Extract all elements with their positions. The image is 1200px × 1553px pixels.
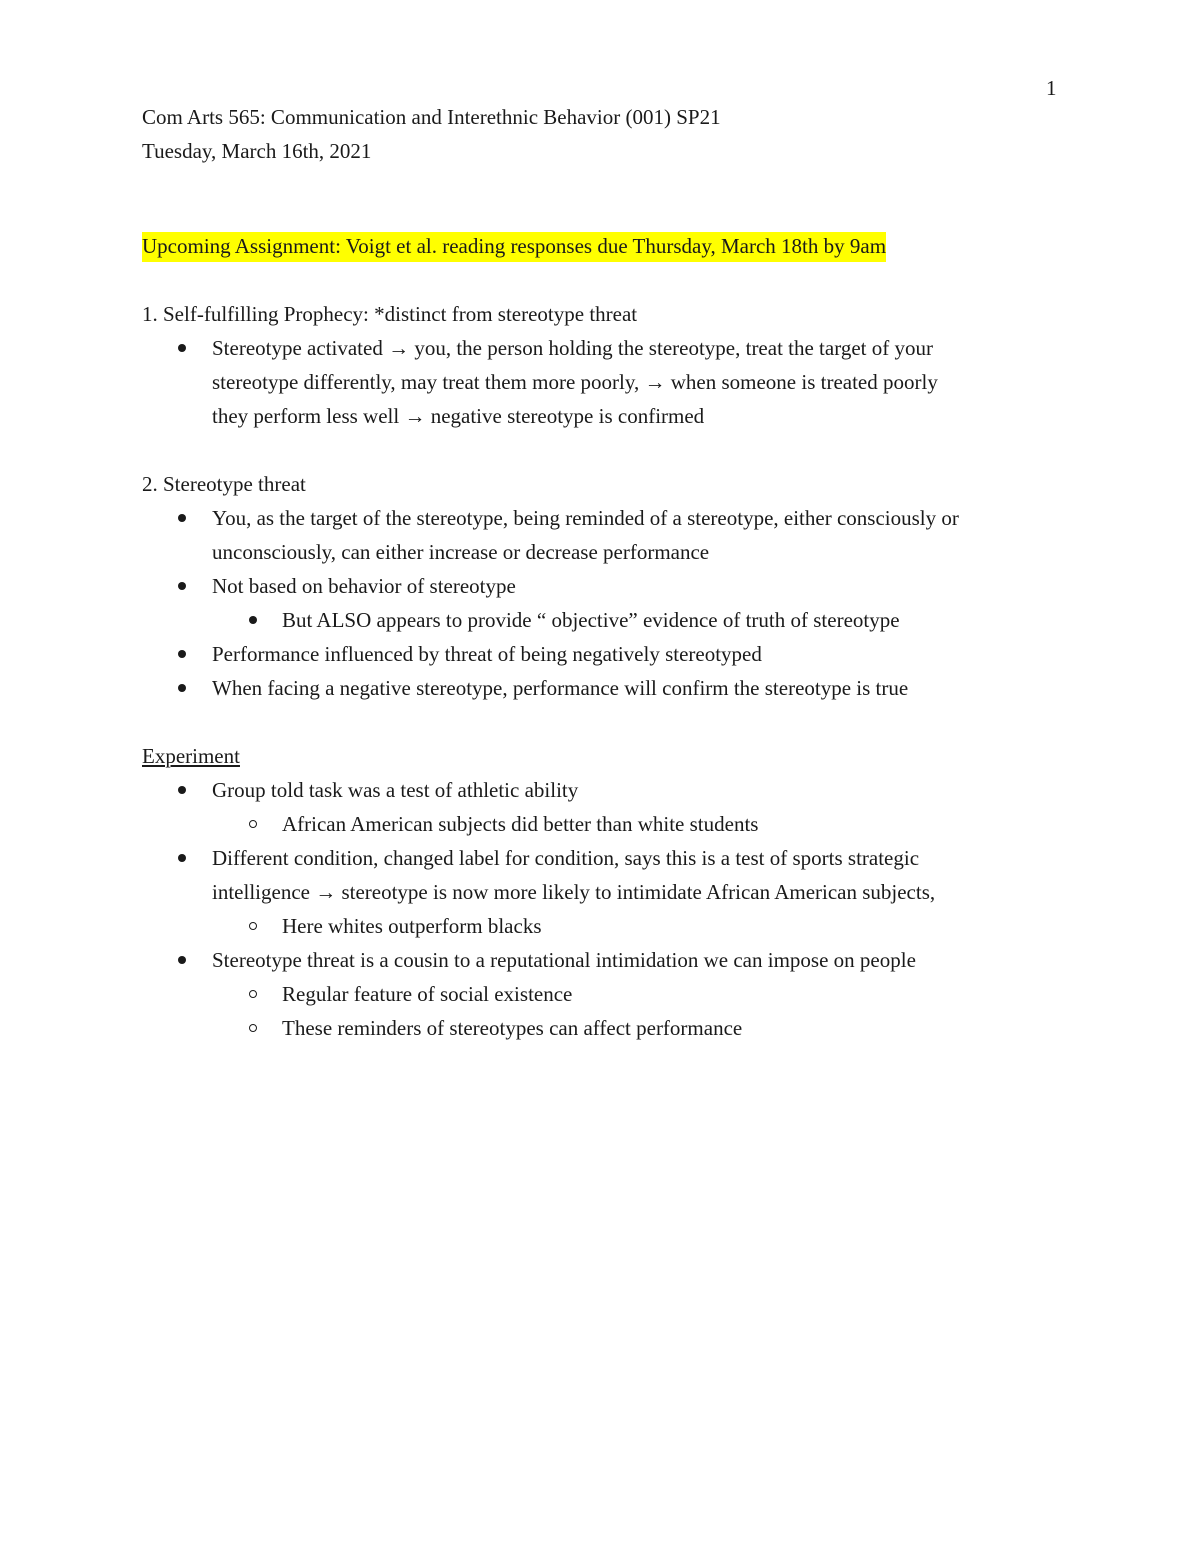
bullet-icon	[178, 854, 186, 862]
experiment-list	[142, 773, 1072, 1045]
list-item-text: intelligence → stereotype is now more likely to intimidate African American subjects,	[212, 880, 936, 904]
section-heading-self-fulfilling-prophecy: 1. Self-fulfilling Prophecy: *distinct from stereotype threat	[142, 302, 638, 326]
list-item	[142, 637, 1072, 671]
list-item-text: Different condition, changed label for condition, says this is a test of sports strategic	[212, 846, 920, 870]
bullet-icon	[178, 582, 186, 590]
list-item	[142, 841, 1072, 909]
list-item-text: When facing a negative stereotype, performance will confirm the stereotype is true	[212, 676, 909, 700]
bullet-icon	[178, 786, 186, 794]
list-item-text: Regular feature of social existence	[282, 982, 573, 1006]
stereotype-threat-list	[142, 501, 1072, 705]
hollow-bullet-icon	[249, 990, 257, 998]
course-title: Com Arts 565: Communication and Interethnic Behavior (001) SP21	[142, 105, 721, 129]
list-item-text: Performance influenced by threat of being negatively stereotyped	[212, 642, 762, 666]
list-item-text: stereotype differently, may treat them more poorly, → when someone is treated poorly	[212, 370, 938, 394]
sub-list-item	[142, 909, 1072, 943]
list-item-text: African American subjects did better than white students	[282, 812, 759, 836]
list-item-text: Here whites outperform blacks	[282, 914, 542, 938]
list-item-text: These reminders of stereotypes can affect performance	[282, 1016, 743, 1040]
bullet-icon	[178, 514, 186, 522]
sub-list-item	[142, 807, 1072, 841]
sub-list-item	[142, 603, 1072, 637]
document-body	[142, 100, 1072, 1045]
assignment-notice	[142, 229, 1072, 263]
sub-list-item	[142, 977, 1072, 1011]
list-item	[142, 773, 1072, 807]
sub-list-item	[142, 1011, 1072, 1045]
self-fulfilling-prophecy-list	[142, 331, 1072, 433]
list-item-text: Stereotype activated → you, the person holding the stereotype, treat the target of your	[212, 336, 933, 360]
hollow-bullet-icon	[249, 820, 257, 828]
list-item	[142, 569, 1072, 603]
list-item-text: Not based on behavior of stereotype	[212, 574, 516, 598]
hollow-bullet-icon	[249, 922, 257, 930]
lecture-date: Tuesday, March 16th, 2021	[142, 139, 372, 163]
bullet-icon	[178, 650, 186, 658]
list-item-text: Stereotype threat is a cousin to a reputational intimidation we can impose on people	[212, 948, 916, 972]
list-item-text: they perform less well → negative stereotype is confirmed	[212, 404, 705, 428]
assignment-highlight: Upcoming Assignment: Voigt et al. reading responses due Thursday, March 18th by 9am	[142, 232, 886, 262]
section-heading-stereotype-threat: 2. Stereotype threat	[142, 472, 306, 496]
list-item-text: Group told task was a test of athletic ability	[212, 778, 579, 802]
list-item	[142, 501, 1072, 569]
section-heading-experiment: Experiment	[142, 744, 240, 768]
hollow-bullet-icon	[249, 1024, 257, 1032]
page-number: 1	[1046, 76, 1057, 100]
bullet-icon	[178, 956, 186, 964]
list-item-text: You, as the target of the stereotype, being reminded of a stereotype, either consciously or	[212, 506, 959, 530]
list-item	[142, 331, 1072, 433]
bullet-icon	[178, 344, 186, 352]
list-item	[142, 943, 1072, 977]
list-item-text: unconsciously, can either increase or decrease performance	[212, 540, 710, 564]
list-item-text: But ALSO appears to provide “ objective” evidence of truth of stereotype	[282, 608, 900, 632]
bullet-icon	[249, 616, 257, 624]
list-item	[142, 671, 1072, 705]
bullet-icon	[178, 684, 186, 692]
